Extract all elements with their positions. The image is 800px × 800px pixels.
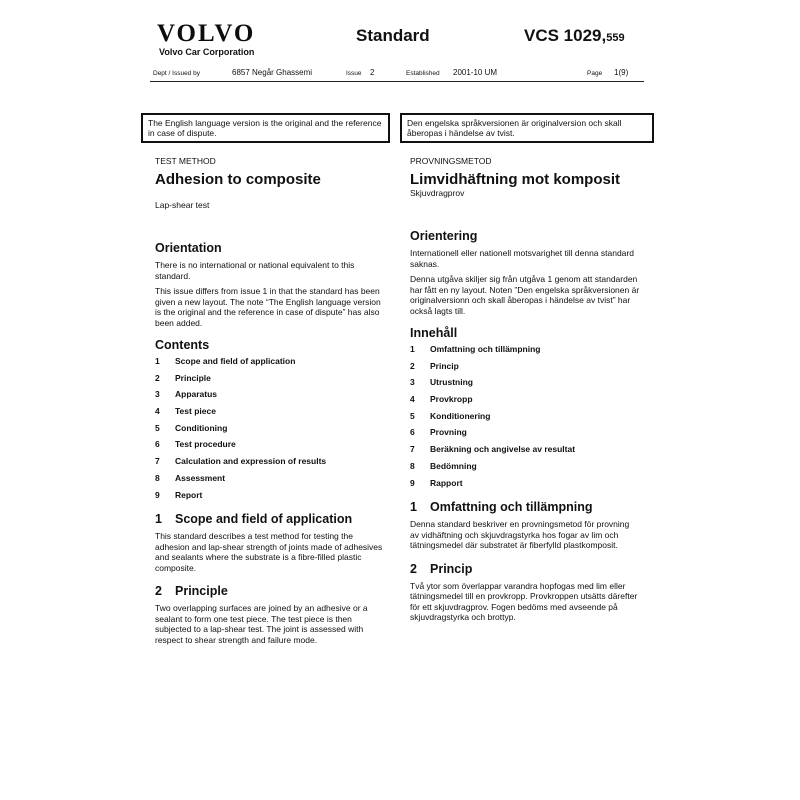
standard-number-suffix: 559 (606, 32, 625, 44)
contents-heading: Contents (155, 338, 210, 352)
dept-label: Dept / Issued by (153, 70, 200, 77)
toc-item (410, 427, 640, 444)
standard-number (524, 26, 625, 46)
issue-value: 2 (370, 68, 375, 77)
document-title: Limvidhäftning mot komposit (410, 171, 620, 188)
toc-label: Bedömning (430, 460, 477, 471)
section-title: Omfattning och tillämpning (430, 500, 593, 515)
toc-item (410, 461, 640, 478)
toc-label: Rapport (430, 477, 463, 488)
established-label (406, 68, 440, 77)
toc-item (155, 356, 385, 373)
toc-number: 7 (155, 456, 160, 467)
toc-label: Omfattning och tillämpning (430, 344, 541, 354)
issue-label-text: Issue (346, 70, 362, 77)
toc-number: 1 (410, 344, 415, 354)
orientation-paragraph: Denna utgåva skiljer sig från utgåva 1 genom att standarden har fått en ny layout. Noten ”Den engelska språkversionen är originalversionn och skall åberopas i händelse av tvist” har också lagts till. (410, 274, 640, 316)
toc-number: 6 (155, 439, 160, 450)
toc-label: Principle (175, 372, 211, 383)
page-value: 1(9) (614, 68, 629, 77)
section-title: Scope and field of application (175, 512, 353, 527)
section-number: 2 (410, 561, 417, 576)
notice-box-swedish (400, 113, 654, 143)
section-2-text: Two overlapping surfaces are joined by an adhesive or a sealant to form one test piece. The test piece is then subjected to a lap-shear test. The joint is assessed with respect to shear strength and failure mode. (155, 603, 368, 645)
orientation-heading: Orientering (410, 229, 478, 243)
kicker: PROVNINGSMETOD (410, 156, 492, 166)
notice-box-english (141, 113, 390, 143)
notice-english-text: The English language version is the original and the reference in case of dispute. (148, 118, 382, 138)
toc-item (155, 406, 385, 423)
toc-number: 6 (410, 427, 415, 438)
contents-heading: Innehåll (410, 326, 458, 340)
toc-item (155, 389, 385, 406)
toc-label: Assessment (175, 472, 226, 483)
toc-label: Princip (430, 360, 459, 371)
section-number: 1 (410, 500, 417, 515)
toc-item (410, 344, 640, 361)
toc-number: 7 (410, 444, 415, 455)
toc-label: Konditionering (430, 410, 491, 421)
toc-number: 3 (155, 389, 160, 400)
toc-label: Apparatus (175, 389, 218, 400)
toc-item (155, 439, 385, 456)
section-number: 1 (155, 512, 162, 527)
section-1-heading (410, 500, 640, 515)
toc-item (155, 456, 385, 473)
toc-item (410, 361, 640, 378)
toc-item (410, 478, 640, 495)
toc-number: 3 (410, 377, 415, 388)
toc-number: 4 (410, 394, 415, 405)
issue-label (346, 68, 362, 77)
toc-number: 5 (155, 422, 160, 433)
page-label (587, 68, 602, 77)
dept-value: 6857 Negår Ghassemi (232, 68, 313, 77)
toc-label: Conditioning (175, 422, 228, 433)
toc-number: 8 (155, 472, 160, 483)
toc-label: Calculation and expression of results (175, 456, 327, 467)
toc-label: Test procedure (175, 439, 236, 450)
section-number: 2 (155, 584, 162, 599)
toc-item (155, 490, 385, 507)
orientation-heading: Orientation (155, 241, 222, 255)
english-column (155, 156, 385, 645)
toc-label: Beräkning och angivelse av resultat (430, 444, 576, 455)
toc-number: 8 (410, 460, 415, 471)
dept-issued-by (153, 68, 200, 77)
toc-item (155, 473, 385, 490)
table-of-contents (410, 344, 640, 494)
document-subtitle: Lap-shear test (155, 200, 210, 210)
toc-item (410, 444, 640, 461)
toc-number: 5 (410, 410, 415, 421)
established-value: 2001-10 UM (453, 68, 498, 77)
toc-number: 1 (155, 356, 160, 366)
established-label-text: Established (406, 70, 440, 77)
toc-item (410, 411, 640, 428)
section-1-text: Denna standard beskriver en provningsmetod för provning av vidhäftning och skjuvdragstyrka hos fogar av lim och tätningsmedel där substratet är fiberfylld plastkomposit. (410, 519, 630, 551)
toc-number: 2 (410, 360, 415, 371)
section-1-heading (155, 512, 385, 527)
document-subtitle: Skjuvdragprov (410, 188, 465, 198)
toc-label: Provkropp (430, 394, 473, 405)
toc-number: 9 (410, 477, 415, 488)
corporation-name: Volvo Car Corporation (159, 47, 255, 57)
toc-item (410, 377, 640, 394)
table-of-contents (155, 356, 385, 506)
swedish-column (410, 156, 640, 623)
toc-number: 4 (155, 406, 160, 417)
standard-number-main: VCS 1029, (524, 26, 607, 45)
section-title: Principle (175, 584, 228, 599)
notice-swedish-text: Den engelska språkversionen är originalversion och skall åberopas i händelse av tvist. (407, 118, 622, 138)
section-title: Princip (430, 561, 473, 576)
document-type: Standard (356, 26, 430, 45)
toc-item (410, 394, 640, 411)
kicker: TEST METHOD (155, 156, 216, 166)
toc-item (155, 373, 385, 390)
section-2-heading (410, 562, 640, 577)
document-title: Adhesion to composite (155, 171, 321, 188)
toc-label: Scope and field of application (175, 356, 296, 366)
toc-number: 2 (155, 372, 160, 383)
section-2-text: Två ytor som överlappar varandra hopfogas med lim eller tätningsmedel till en provkropp. Provkroppen utsätts därefter för ett skjuvdragprov. Fogen bedöms med avseende på skjuvdragstyrka och brottyp. (410, 580, 638, 623)
toc-label: Utrustning (430, 377, 473, 388)
section-1-text: This standard describes a test method for testing the adhesion and lap-shear strength of joints made of adhesives and sealants where the substrate is a fibre-filled plastic composite. (155, 531, 383, 573)
page-label-text: Page (587, 70, 603, 77)
toc-number: 9 (155, 489, 160, 500)
orientation-paragraph: There is no international or national equivalent to this standard. (155, 260, 355, 281)
volvo-logo: VOLVO (157, 20, 256, 47)
section-2-heading (155, 584, 385, 599)
toc-item (155, 423, 385, 440)
toc-label: Provning (430, 427, 467, 438)
orientation-paragraph: Internationell eller nationell motsvarighet till denna standard saknas. (410, 248, 634, 269)
orientation-paragraph: This issue differs from issue 1 in that the standard has been given a new layout. The note “The English language version is the original and the reference in case of dispute” has also been added. (155, 286, 381, 328)
header-divider (150, 81, 644, 82)
toc-label: Report (175, 489, 203, 500)
toc-label: Test piece (175, 406, 216, 417)
